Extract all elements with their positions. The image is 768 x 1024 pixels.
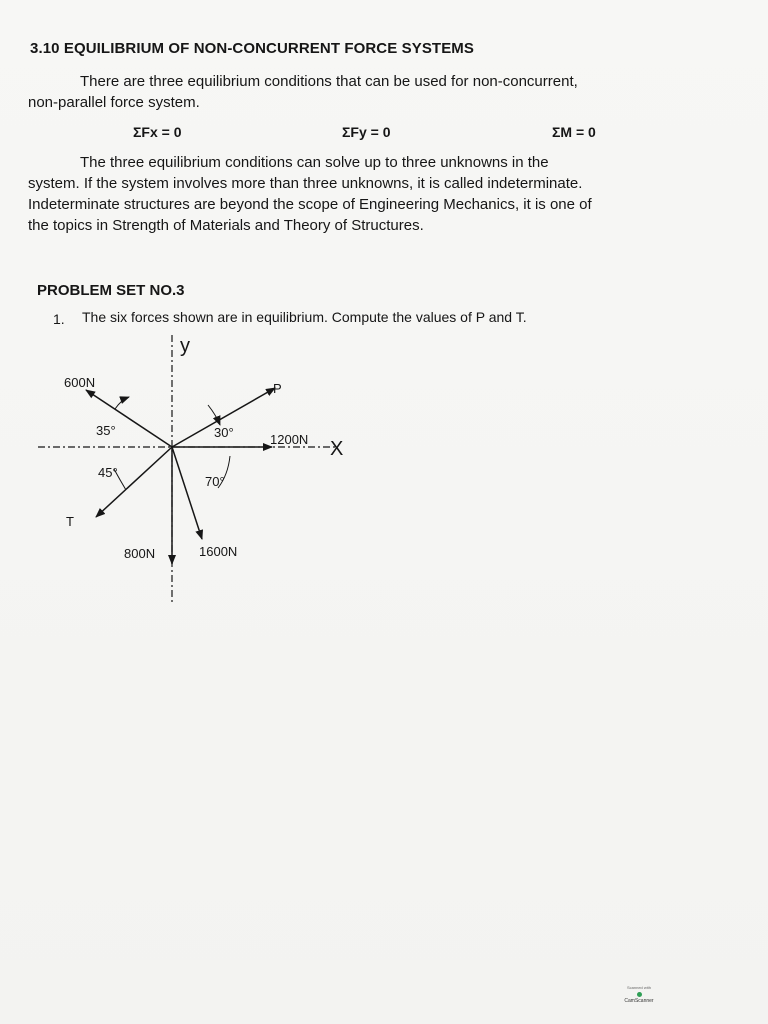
- force-label-600n: 600N: [64, 375, 96, 390]
- force-label-1600n: 1600N: [199, 544, 238, 559]
- angle-label-35: 35°: [96, 423, 116, 438]
- force-label-800n: 800N: [124, 546, 156, 561]
- force-label-p: P: [273, 381, 282, 396]
- intro-paragraph: [28, 71, 708, 113]
- scanner-stamp-line1: Scanned with: [626, 985, 651, 990]
- y-axis-label: y: [180, 335, 190, 357]
- force-arrow-1600n: [172, 447, 202, 539]
- body-line-4: the topics in Strength of Materials and Theory of Structures.: [28, 217, 424, 234]
- equation-sum-fy: ΣFy = 0: [342, 124, 391, 140]
- camscanner-logo-icon: [637, 992, 642, 997]
- scanner-stamp-line2: CamScanner: [624, 998, 654, 1004]
- problem-set-title: PROBLEM SET NO.3: [37, 282, 185, 299]
- x-axis-label: X: [330, 438, 344, 460]
- intro-line-2: non-parallel force system.: [28, 94, 200, 111]
- body-paragraph: [28, 152, 708, 236]
- force-diagram: [30, 330, 370, 610]
- body-line-3: Indeterminate structures are beyond the scope of Engineering Mechanics, it is one of: [28, 196, 592, 213]
- force-label-t: T: [66, 514, 74, 529]
- equation-sum-m: ΣM = 0: [552, 124, 596, 140]
- angle-label-45: 45°: [98, 465, 118, 480]
- body-line-2: system. If the system involves more than three unknowns, it is called indeterminate.: [28, 175, 583, 192]
- scanner-stamp: [624, 985, 654, 1011]
- angle-label-30: 30°: [214, 425, 234, 440]
- force-arrow-600n: [86, 390, 172, 447]
- equation-sum-fx: ΣFx = 0: [133, 124, 182, 140]
- angle-arc-35: [115, 397, 129, 409]
- section-heading: 3.10 EQUILIBRIUM OF NON-CONCURRENT FORCE SYSTEMS: [30, 40, 474, 57]
- question-number: 1.: [53, 311, 65, 327]
- angle-arc-30: [208, 405, 220, 425]
- question-text: The six forces shown are in equilibrium. Compute the values of P and T.: [82, 309, 527, 325]
- angle-label-70: 70°: [205, 474, 225, 489]
- intro-line-1: There are three equilibrium conditions that can be used for non-concurrent,: [80, 73, 578, 90]
- force-label-1200n: 1200N: [270, 432, 309, 447]
- body-line-1: The three equilibrium conditions can solve up to three unknowns in the: [80, 154, 549, 171]
- force-arrow-t: [96, 447, 172, 517]
